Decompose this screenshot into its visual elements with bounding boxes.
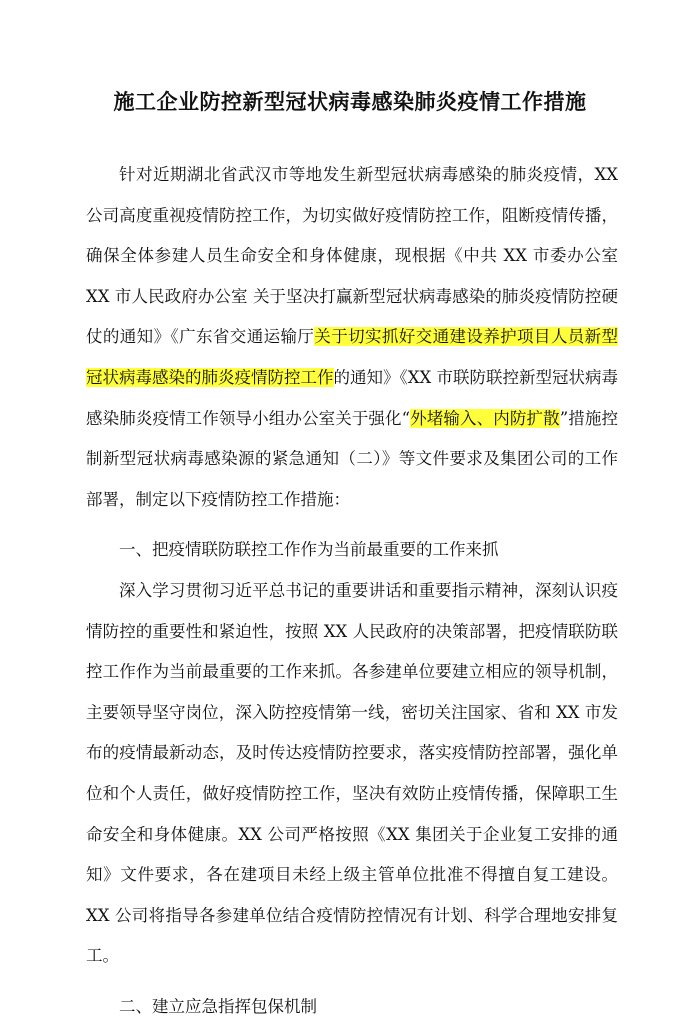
document-title: 施工企业防控新型冠状病毒感染肺炎疫情工作措施 bbox=[113, 89, 587, 114]
intro-paragraph bbox=[86, 155, 618, 520]
intro-text-1: 针对近期湖北省武汉市等地发生新型冠状病毒感染的肺炎疫情，XX 公司高度重视疫情防控工作，为切实做好疫情防控工作，阻断疫情传播，确保全体参建人员生命安全和身体健康，现根据《中共 XX 市委办公室 XX 市人民政府办公室 关于坚决打赢新型冠状病毒感染的肺炎疫情防控硬仗的通知》《广东省交通运输厅 bbox=[86, 165, 618, 347]
section-1-paragraph: 深入学习贯彻习近平总书记的重要讲话和重要指示精神，深刻认识疫情防控的重要性和紧迫性，按照 XX 人民政府的决策部署，把疫情联防联控工作作为当前最重要的工作来抓。各参建单位要建立相应的领导机制，主要领导坚守岗位，深入防控疫情第一线，密切关注国家、省和 XX 市发布的疫情最新动态，及时传达疫情防控要求，落实疫情防控部署，强化单位和个人责任，做好疫情防控工作，坚决有效防止疫情传播，保障职工生命安全和身体健康。XX 公司严格按照《XX 集团关于企业复工安排的通知》文件要求，各在建项目未经上级主管单位批准不得擅自复工建设。XX 公司将指导各参建单位结合疫情防控情况有计划、科学合理地安排复工。 bbox=[86, 580, 618, 966]
section-2-heading: 二、建立应急指挥包保机制 bbox=[119, 996, 317, 1016]
intro-text-2: 的通知》《XX 市联防联控新型冠状病毒感染肺炎疫情工作领导小组办公室关于强化“ bbox=[86, 367, 618, 428]
section-1-heading: 一、把疫情联防联控工作作为当前最重要的工作来抓 bbox=[119, 540, 499, 560]
intro-text-3: ”措施控制新型冠状病毒感染源的紧急通知（二）》等文件要求及集团公司的工作部署，制定以下疫情防控工作措施： bbox=[86, 408, 619, 509]
highlighted-text-1: 关于切实抓好交通建设养护项目人员新型冠状病毒感染的肺炎疫情防控工作 bbox=[86, 327, 619, 387]
highlighted-text-2: 外堵输入、内防扩散 bbox=[410, 408, 560, 428]
document-body bbox=[86, 155, 618, 1027]
